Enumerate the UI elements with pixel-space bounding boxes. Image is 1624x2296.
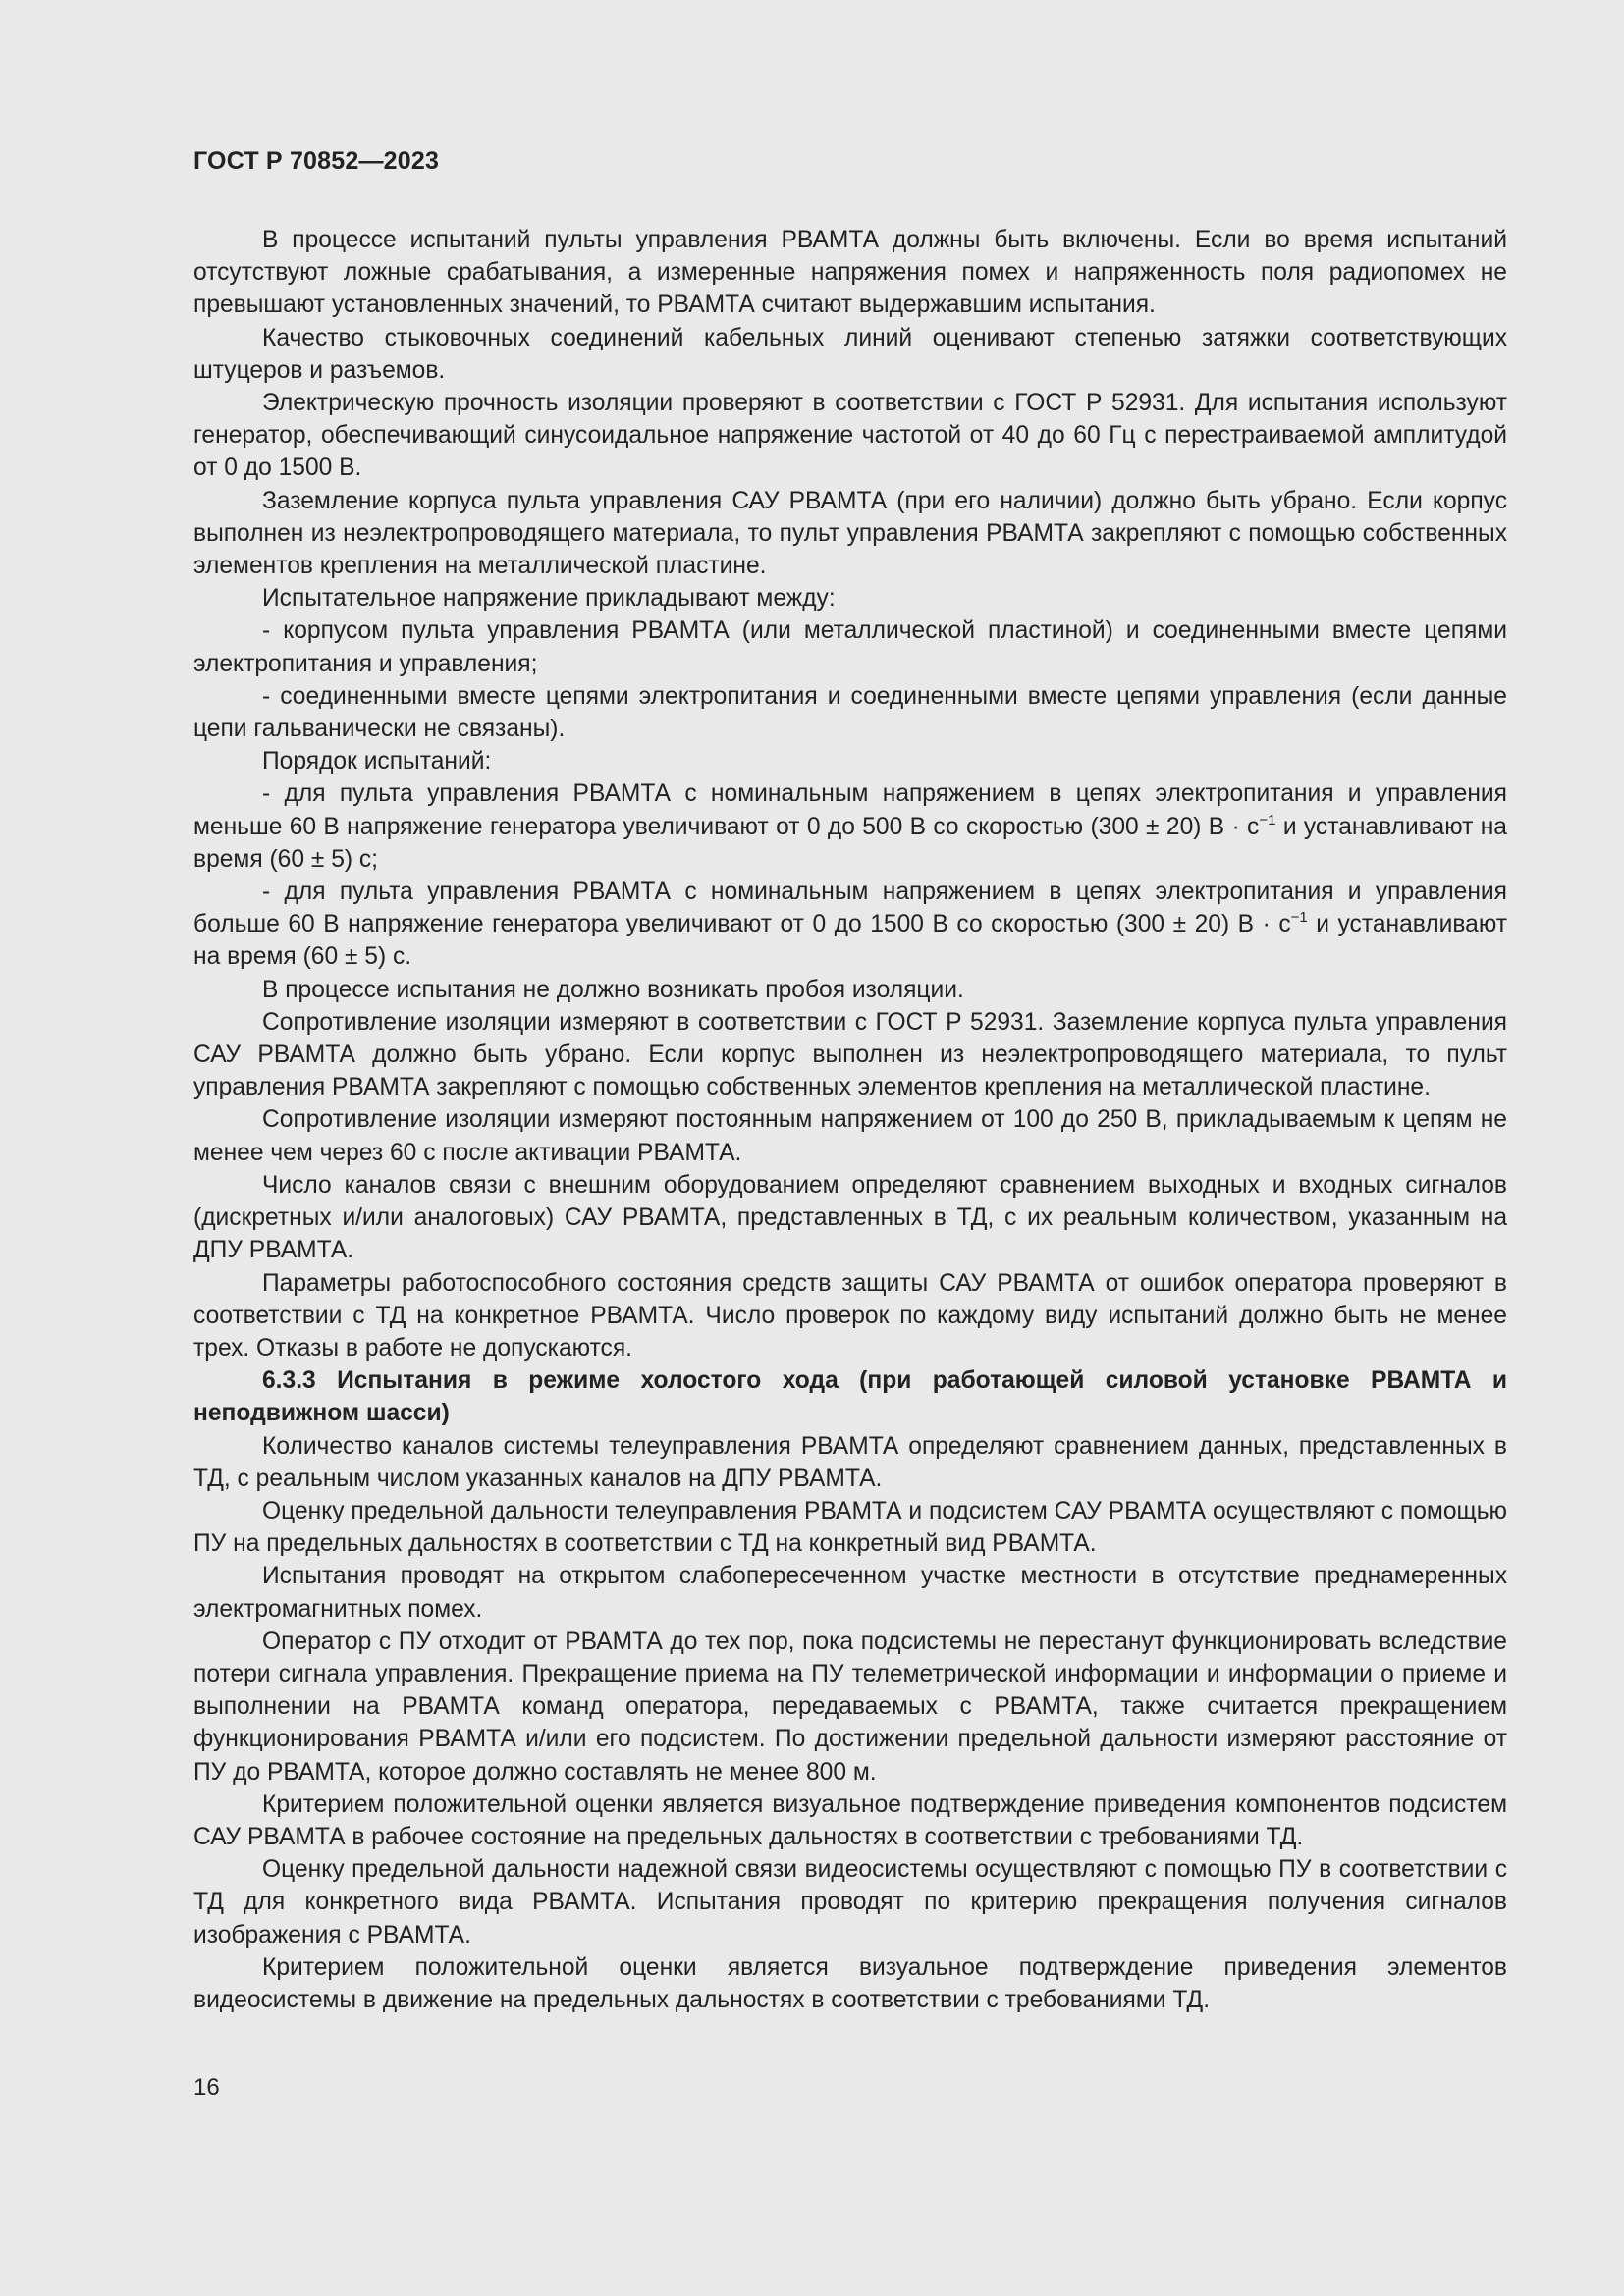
superscript: −1 — [1290, 909, 1308, 927]
paragraph: Критерием положительной оценки является визуальное подтверждение приведения элементов видеосистемы в движение на предельных дальностях в соответствии с требованиями ТД. — [193, 1953, 1507, 2013]
paragraph: Испытательное напряжение прикладывают между: — [262, 585, 836, 613]
page-number: 16 — [193, 2074, 220, 2101]
paragraph: Параметры работоспособного состояния средств защиты САУ РВАМТА от ошибок оператора проверяют в соответствии с ТД на конкретное РВАМТА. Число проверок по каждому виду испытаний должно быть не менее трех. Отказы в работе не допускаются. — [193, 1269, 1507, 1362]
list-item: - соединенными вместе цепями электропитания и соединенными вместе цепями управления (если данные цепи гальванически не связаны). — [193, 682, 1507, 743]
paragraph: Качество стыковочных соединений кабельных линий оценивают степенью затяжки соответствующих штуцеров и разъемов. — [193, 324, 1507, 384]
paragraph: Критерием положительной оценки является визуальное подтверждение приведения компонентов подсистем САУ РВАМТА в рабочее состояние на предельных дальностях в соответствии с требованиями ТД. — [193, 1790, 1507, 1850]
section-heading: 6.3.3 Испытания в режиме холостого хода (при работающей силовой установке РВАМТА и неподвижном шасси) — [193, 1367, 1507, 1427]
paragraph: Сопротивление изоляции измеряют постоянным напряжением от 100 до 250 В, прикладываемым к цепям не менее чем через 60 с после активации РВАМТА. — [193, 1106, 1507, 1166]
paragraph: Оценку предельной дальности телеуправления РВАМТА и подсистем САУ РВАМТА осуществляют с помощью ПУ на предельных дальностях в соответствии с ТД на конкретный вид РВАМТА. — [193, 1497, 1507, 1558]
list-item-text: - для пульта управления РВАМТА с номинальным напряжением в цепях электропитания и управления меньше 60 В напряжение генератора увеличивают от 0 до 500 В со скоростью (300 ± 20) В · с — [193, 780, 1507, 840]
paragraph: Сопротивление изоляции измеряют в соответствии с ГОСТ Р 52931. Заземление корпуса пульта управления САУ РВАМТА должно быть убрано. Если корпус выполнен из неэлектропроводящего материала, то пульт управления РВАМТА закрепляют с помощью собственных элементов крепления на металлической пластине. — [193, 1008, 1507, 1101]
paragraph: Заземление корпуса пульта управления САУ РВАМТА (при его наличии) должно быть убрано. Если корпус выполнен из неэлектропроводящего материала, то пульт управления РВАМТА закрепляют с помощью собственных элементов крепления на металлической пластине. — [193, 487, 1507, 580]
paragraph: Количество каналов системы телеуправления РВАМТА определяют сравнением данных, представленных в ТД, с реальным числом указанных каналов на ДПУ РВАМТА. — [193, 1432, 1507, 1492]
paragraph: Оценку предельной дальности надежной связи видеосистемы осуществляют с помощью ПУ в соответствии с ТД для конкретного вида РВАМТА. Испытания проводят по критерию прекращения получения сигналов изображения с РВАМТА. — [193, 1856, 1507, 1949]
paragraph: Число каналов связи с внешним оборудованием определяют сравнением выходных и входных сигналов (дискретных и/или аналоговых) САУ РВАМТА, представленных в ТД, с их реальным количеством, указанным на ДПУ РВАМТА. — [193, 1171, 1507, 1264]
paragraph: Оператор с ПУ отходит от РВАМТА до тех пор, пока подсистемы не перестанут функционировать вследствие потери сигнала управления. Прекращение приема на ПУ телеметрической информации и информации о приеме и выполнении на РВАМТА команд оператора, передаваемых с РВАМТА, также считается прекращением функционирования РВАМТА и/или его подсистем. По достижении предельной дальности измеряют расстояние от ПУ до РВАМТА, которое должно составлять не менее 800 м. — [193, 1628, 1507, 1786]
paragraph: В процессе испытания не должно возникать пробоя изоляции. — [262, 976, 964, 1003]
list-item: - корпусом пульта управления РВАМТА (или металлической пластиной) и соединенными вместе цепями электропитания и управления; — [193, 617, 1507, 677]
document-header: ГОСТ Р 70852—2023 — [193, 147, 440, 175]
list-item — [193, 777, 1507, 876]
paragraph: Электрическую прочность изоляции проверяют в соответствии с ГОСТ Р 52931. Для испытания используют генератор, обеспечивающий синусоидальное напряжение частотой от 40 до 60 Гц с перестраиваемой амплитудой от 0 до 1500 В. — [193, 390, 1507, 482]
paragraph: Порядок испытаний: — [262, 748, 492, 775]
paragraph: Испытания проводят на открытом слабопересеченном участке местности в отсутствие преднамеренных электромагнитных помех. — [193, 1563, 1507, 1623]
list-item-text: и устанавливают на время (60 ± 5) с. — [193, 911, 1507, 971]
list-item-text: и устанавливают на время (60 ± 5) с; — [193, 813, 1507, 873]
document-body — [193, 224, 1507, 2016]
paragraph: В процессе испытаний пульты управления РВАМТА должны быть включены. Если во время испытаний отсутствуют ложные срабатывания, а измеренные напряжения помех и напряженность поля радиопомех не превышают установленных значений, то РВАМТА считают выдержавшим испытания. — [193, 227, 1507, 319]
superscript: −1 — [1259, 811, 1276, 828]
list-item — [193, 876, 1507, 974]
list-item-text: - для пульта управления РВАМТА с номинальным напряжением в цепях электропитания и управления больше 60 В напряжение генератора увеличивают от 0 до 1500 В со скоростью (300 ± 20) В · с — [193, 879, 1507, 938]
